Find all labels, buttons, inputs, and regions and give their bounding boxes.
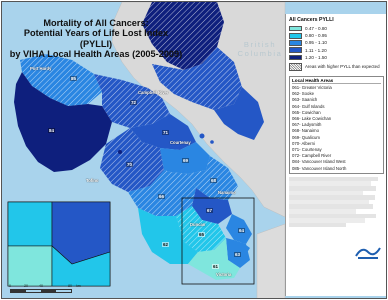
- legend-class-row: [289, 32, 384, 39]
- region-label-67: 67: [207, 208, 213, 213]
- map-frame: [1, 1, 387, 299]
- title-line-2: Potential Years of Life Lost Index (PYLLI): [23, 28, 169, 49]
- legend-swatch: [289, 55, 302, 61]
- hatch-swatch: [289, 63, 302, 71]
- scale-label-0: 0: [9, 284, 11, 288]
- legend-class-row: [289, 39, 384, 46]
- usa-land: [257, 224, 285, 299]
- legend-swatch: [289, 40, 302, 46]
- legend-class-label: 0.47 - 0.80: [305, 26, 327, 32]
- area-list-item: 069- Qualicum: [292, 134, 320, 140]
- region-label-61: 61: [213, 264, 219, 269]
- legend-class-label: 0.95 - 1.10: [305, 40, 327, 46]
- area-list-item: 070- Alberni: [292, 140, 315, 146]
- area-list-item: 064- Gulf Islands: [292, 103, 325, 109]
- legend-class-row: [289, 25, 384, 32]
- region-label-69: 69: [183, 158, 189, 163]
- legend-class-label: 0.80 - 0.95: [305, 33, 327, 39]
- viha-logo: [354, 244, 382, 260]
- inset-left-a: [8, 202, 52, 246]
- city-campbell-river: Campbell River: [138, 90, 169, 95]
- legend-title: All Cancers PYLLI: [289, 17, 334, 23]
- region-label-63: 63: [235, 252, 241, 257]
- area-list-item: 085- Vancouver Island North: [292, 165, 347, 171]
- legend-swatch: [289, 47, 302, 53]
- legend-swatch: [289, 33, 302, 39]
- city-nanaimo: Nanaimo: [218, 190, 236, 195]
- region-label-72: 72: [131, 100, 137, 105]
- legend-panel: [285, 14, 387, 296]
- region-label-71: 71: [163, 130, 169, 135]
- area-list-item: 071- Courtenay: [292, 146, 322, 152]
- area-list-item: 063- Saanich: [292, 97, 318, 103]
- area-list-item: 065- Cowichan: [292, 109, 321, 115]
- label-british-columbia: British Columbia: [237, 40, 283, 59]
- city-victoria: Victoria: [216, 272, 232, 277]
- area-list-item: 067- Ladysmith: [292, 122, 322, 128]
- map-title: [8, 18, 184, 59]
- area-list-item: 068- Nanaimo: [292, 128, 319, 134]
- area-list-item: 084- Vancouver Island West: [292, 159, 346, 165]
- area-list-item: 062- Sooke: [292, 91, 314, 97]
- notes-block: [289, 177, 384, 228]
- region-label-62: 62: [163, 242, 169, 247]
- city-tofino: Tofino: [86, 178, 99, 183]
- region-label-65: 65: [199, 232, 205, 237]
- scale-label-40: 40: [39, 284, 43, 288]
- legend-class-label: 1.20 - 1.50: [305, 54, 327, 60]
- local-health-areas-box: [289, 76, 384, 174]
- region-label-70: 70: [127, 162, 133, 167]
- legend-hatch-row: [289, 62, 384, 72]
- legend-class-label: 1.11 - 1.20: [305, 47, 327, 53]
- region-label-84: 84: [49, 128, 55, 133]
- region-label-66: 66: [159, 194, 165, 199]
- scale-label-20: 20: [24, 284, 28, 288]
- region-label-64: 64: [239, 228, 245, 233]
- legend-hatch-label: Areas with higher PYLL than expected: [305, 64, 380, 70]
- area-list-item: 072- Campbell River: [292, 153, 332, 159]
- area-list-item: 066- Lake Cowichan: [292, 115, 332, 121]
- legend-class-row: [289, 47, 384, 54]
- scale-bar: [10, 289, 72, 293]
- title-line-1: Mortality of All Cancers:: [43, 18, 149, 28]
- legend-swatch: [289, 26, 302, 32]
- areas-heading: Local Health Areas: [292, 78, 381, 84]
- scale-label-80: 80: [68, 284, 72, 288]
- region-label-68: 68: [211, 178, 217, 183]
- city-port-hardy: Port Hardy: [30, 66, 52, 71]
- areas-list: [292, 85, 381, 172]
- scale-unit: km: [76, 284, 81, 288]
- legend-classes: [289, 25, 384, 61]
- area-list-item: 061- Greater Victoria: [292, 84, 332, 90]
- city-duncan: Duncan: [190, 222, 206, 227]
- region-label-85: 85: [71, 76, 77, 81]
- city-courtenay: Courtenay: [170, 140, 191, 145]
- legend-class-row: [289, 54, 384, 61]
- title-line-3: by VIHA Local Health Areas (2005-2009): [9, 48, 183, 59]
